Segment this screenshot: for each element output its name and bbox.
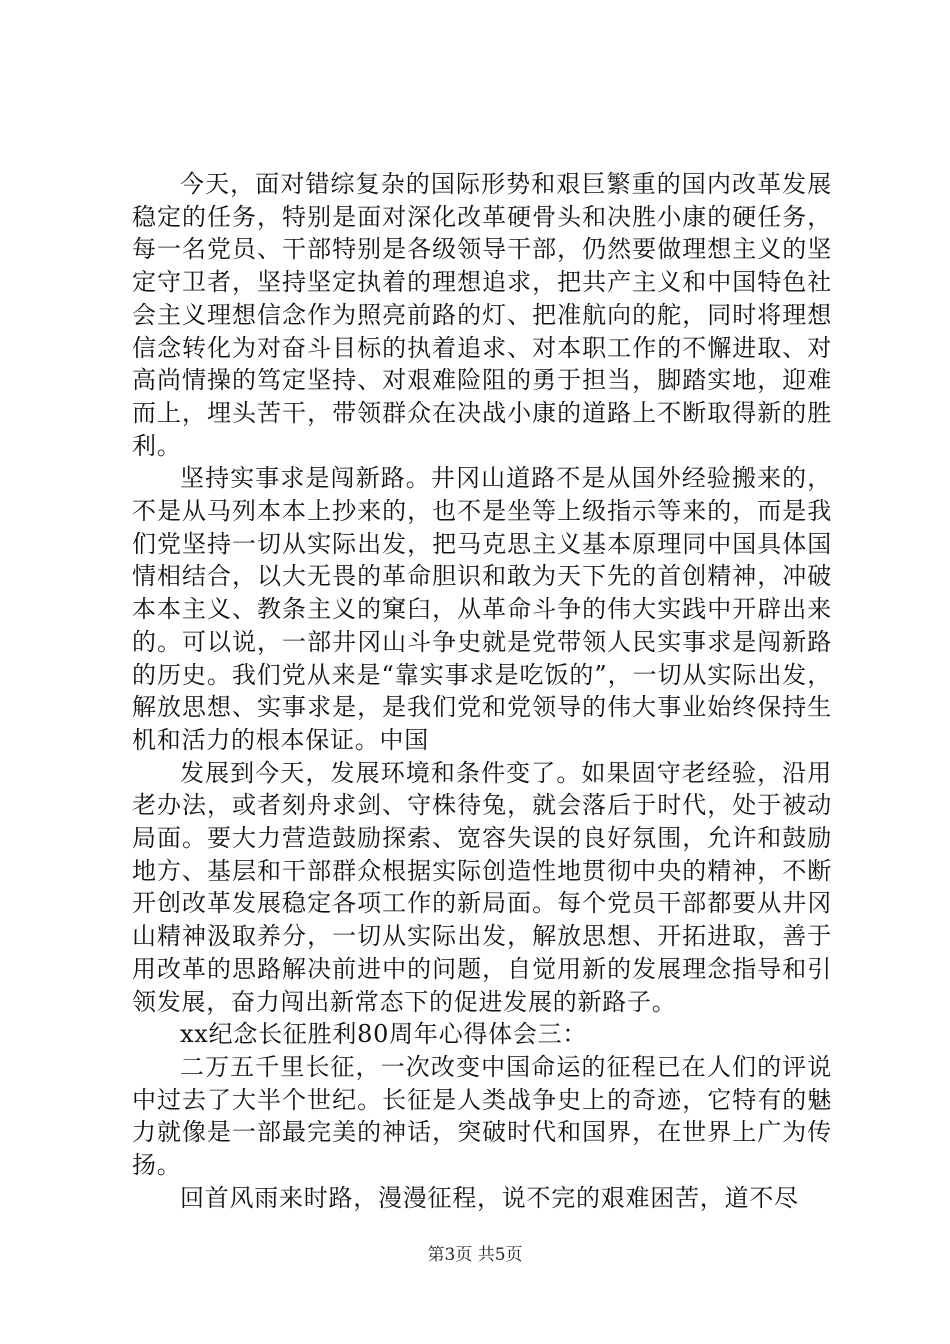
paragraph-4: 二万五千里长征，一次改变中国命运的征程已在人们的评说中过去了大半个世纪。长征是人类战争史上的奇迹，它特有的魅力就像是一部最完美的神话，突破时代和国界，在世界上广为传扬。 xyxy=(132,1052,832,1180)
paragraph-2: 坚持实事求是闯新路。井冈山道路不是从国外经验搬来的，不是从马列本本上抄来的，也不是坐等上级指示等来的，而是我们党坚持一切从实际出发，把马克思主义基本原理同中国具体国情相结合，以大无畏的革命胆识和敢为天下先的首创精神，冲破本本主义、教条主义的窠臼，从革命斗争的伟大实践中开辟出来的。可以说，一部井冈山斗争史就是党带领人民实事求是闯新路的历史。我们党从来是“靠实事求是吃饭的”，一切从实际出发，解放思想、实事求是，是我们党和党领导的伟大事业始终保持生机和活力的根本保证。中国 xyxy=(132,464,832,754)
paragraph-1: 今天，面对错综复杂的国际形势和艰巨繁重的国内改革发展稳定的任务，特别是面对深化改革硬骨头和决胜小康的硬任务，每一名党员、干部特别是各级领导干部，仍然要做理想主义的坚定守卫者，坚持坚定执着的理想追求，把共产主义和中国特色社会主义理想信念作为照亮前路的灯、把准航向的舵，同时将理想信念转化为对奋斗目标的执着追求、对本职工作的不懈进取、对高尚情操的笃定坚持、对艰难险阻的勇于担当，脚踏实地，迎难而上，埋头苦干，带领群众在决战小康的道路上不断取得新的胜利。 xyxy=(132,170,832,460)
paragraph-5: 回首风雨来时路，漫漫征程，说不完的艰难困苦，道不尽 xyxy=(180,1183,799,1212)
paragraph-3: 发展到今天，发展环境和条件变了。如果固守老经验，沿用老办法，或者刻舟求剑、守株待兔，就会落后于时代，处于被动局面。要大力营造鼓励探索、宽容失误的良好氛围，允许和鼓励地方、基层和干部群众根据实际创造性地贯彻中央的精神，不断开创改革发展稳定各项工作的新局面。每个党员干部都要从井冈山精神汲取养分，一切从实际出发，解放思想、开拓进取，善于用改革的思路解决前进中的问题，自觉用新的发展理念指导和引领发展，奋力闯出新常态下的促进发展的新路子。 xyxy=(132,758,832,1016)
page-number-footer: 第3页 共5页 xyxy=(427,1245,523,1265)
section-heading: xx纪念长征胜利80周年心得体会三： xyxy=(180,1020,588,1049)
document-body xyxy=(132,168,832,1215)
